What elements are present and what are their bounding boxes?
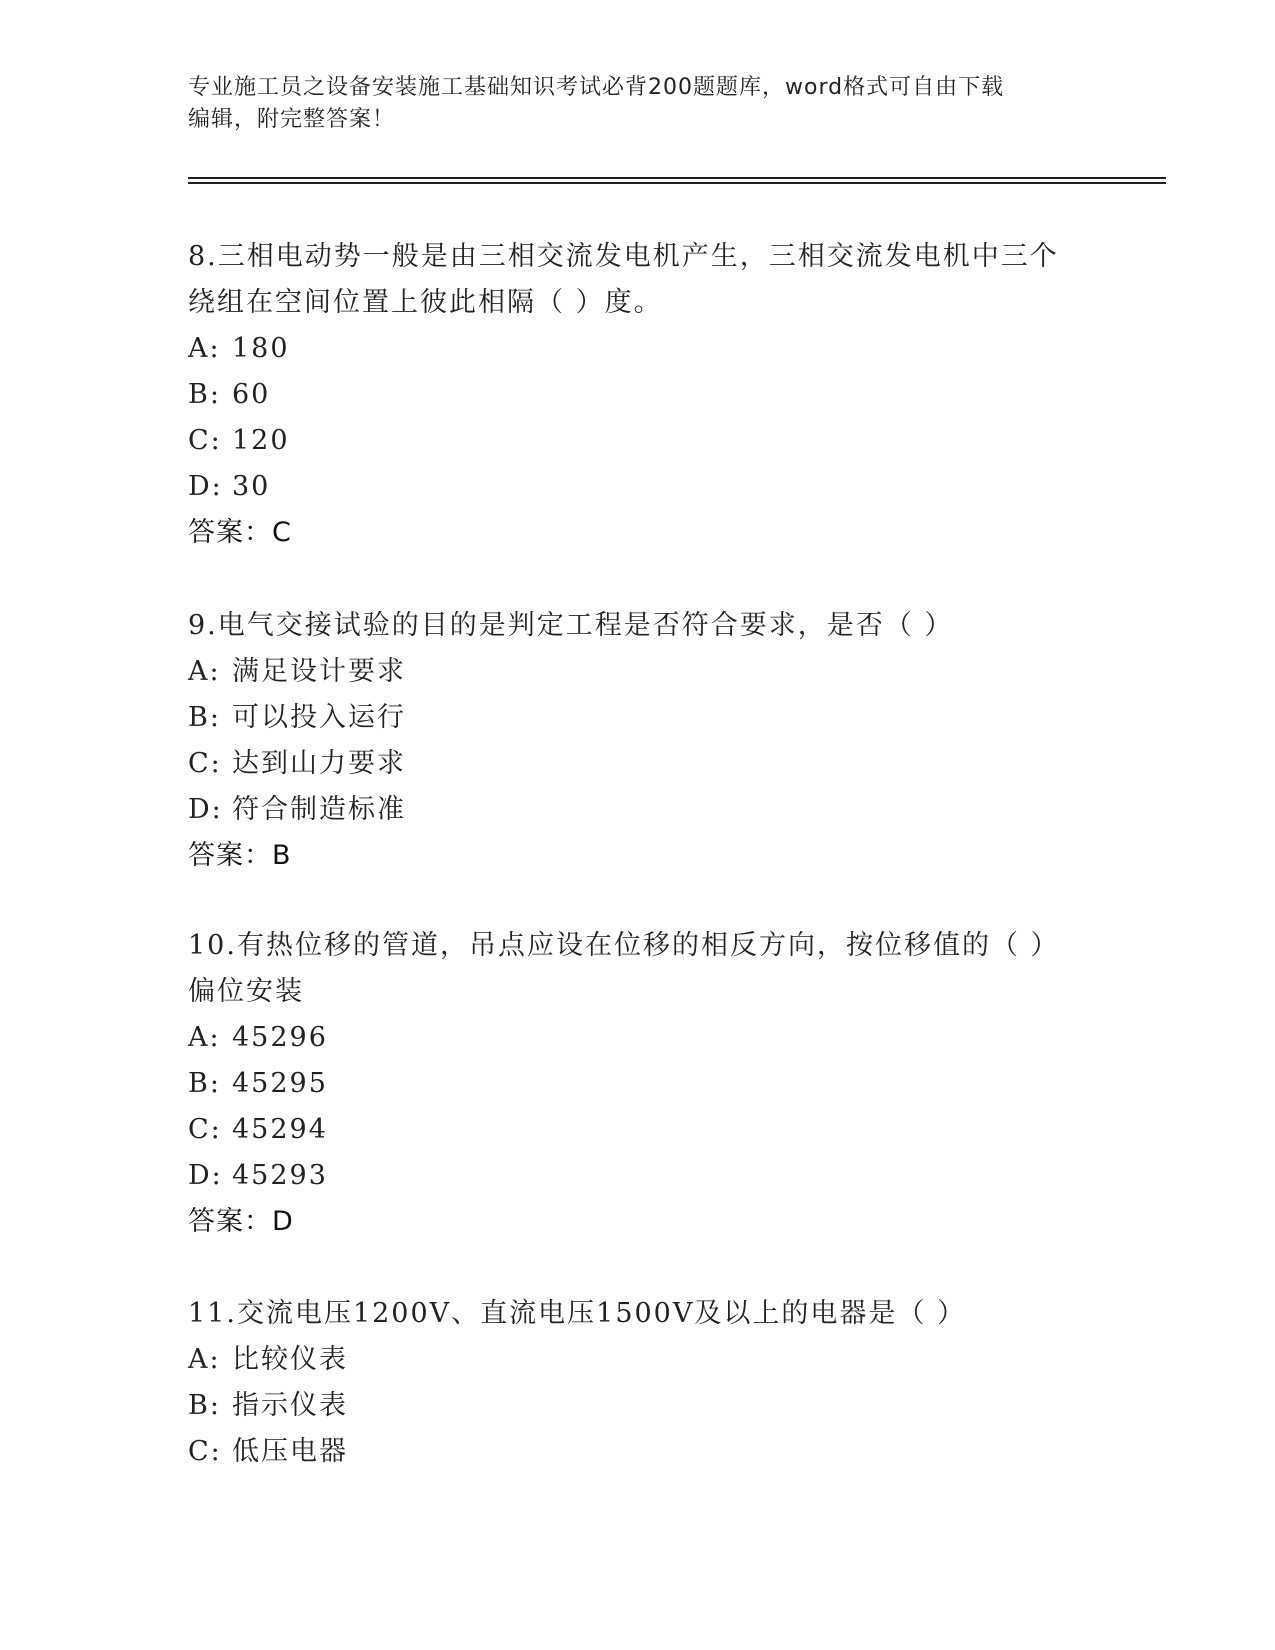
question-9 (188, 603, 1088, 879)
option-letter: D: (188, 471, 223, 502)
option-c (188, 741, 1088, 787)
option-c (188, 1107, 1088, 1153)
option-text: 120 (232, 425, 290, 456)
document-header (188, 72, 1068, 136)
option-text: 达到山力要求 (232, 748, 406, 779)
option-b (188, 372, 1088, 418)
option-letter: D: (188, 1160, 223, 1191)
option-a (188, 649, 1088, 695)
option-letter: B: (188, 1390, 221, 1421)
option-text: 可以投入运行 (232, 702, 406, 733)
option-text: 180 (232, 333, 290, 364)
stem-line: 11.交流电压1200V、直流电压1500V及以上的电器是（ ） (188, 1298, 966, 1329)
option-b (188, 695, 1088, 741)
option-text: 满足设计要求 (232, 656, 406, 687)
question-10 (188, 923, 1088, 1245)
option-letter: C: (188, 1436, 222, 1467)
stem-line: 绕组在空间位置上彼此相隔（ ）度。 (188, 287, 663, 318)
option-text: 比较仪表 (232, 1344, 348, 1375)
option-letter: A: (188, 1022, 221, 1053)
option-a (188, 326, 1088, 372)
question-8 (188, 234, 1088, 556)
question-stem (188, 603, 1088, 649)
question-stem (188, 923, 1088, 1015)
stem-line: 8.三相电动势一般是由三相交流发电机产生，三相交流发电机中三个 (188, 241, 1059, 272)
option-text: 60 (232, 379, 271, 410)
option-text: 指示仪表 (232, 1390, 348, 1421)
option-letter: C: (188, 748, 222, 779)
header-divider-top (188, 177, 1166, 179)
answer-line: 答案：B (188, 840, 292, 871)
question-stem (188, 234, 1088, 326)
option-letter: D: (188, 794, 223, 825)
option-text: 低压电器 (232, 1436, 348, 1467)
option-b (188, 1383, 1088, 1429)
header-divider-bottom (188, 182, 1166, 184)
option-text: 45294 (232, 1114, 328, 1145)
option-d (188, 464, 1088, 510)
option-d (188, 1153, 1088, 1199)
header-line-2: 编辑，附完整答案！ (188, 107, 396, 132)
option-a (188, 1337, 1088, 1383)
option-text: 45293 (232, 1160, 328, 1191)
header-line-1: 专业施工员之设备安装施工基础知识考试必背200题题库，word格式可自由下载 (188, 75, 1005, 100)
stem-line: 偏位安装 (188, 976, 304, 1007)
stem-line: 10.有热位移的管道，吊点应设在位移的相反方向，按位移值的（ ） (188, 930, 1060, 961)
option-letter: B: (188, 702, 221, 733)
option-text: 45295 (232, 1068, 328, 1099)
option-c (188, 418, 1088, 464)
option-letter: A: (188, 1344, 221, 1375)
option-letter: C: (188, 425, 222, 456)
question-11 (188, 1291, 1088, 1475)
stem-line: 9.电气交接试验的目的是判定工程是否符合要求，是否（ ） (188, 610, 954, 641)
answer-line: 答案：C (188, 517, 292, 548)
option-letter: B: (188, 1068, 221, 1099)
option-letter: C: (188, 1114, 222, 1145)
option-text: 符合制造标准 (232, 794, 406, 825)
option-c (188, 1429, 1088, 1475)
option-text: 45296 (232, 1022, 328, 1053)
option-a (188, 1015, 1088, 1061)
question-stem (188, 1291, 1088, 1337)
option-letter: B: (188, 379, 221, 410)
option-d (188, 787, 1088, 833)
option-text: 30 (232, 471, 271, 502)
answer-line: 答案：D (188, 1206, 294, 1237)
option-b (188, 1061, 1088, 1107)
option-letter: A: (188, 656, 221, 687)
option-letter: A: (188, 333, 221, 364)
